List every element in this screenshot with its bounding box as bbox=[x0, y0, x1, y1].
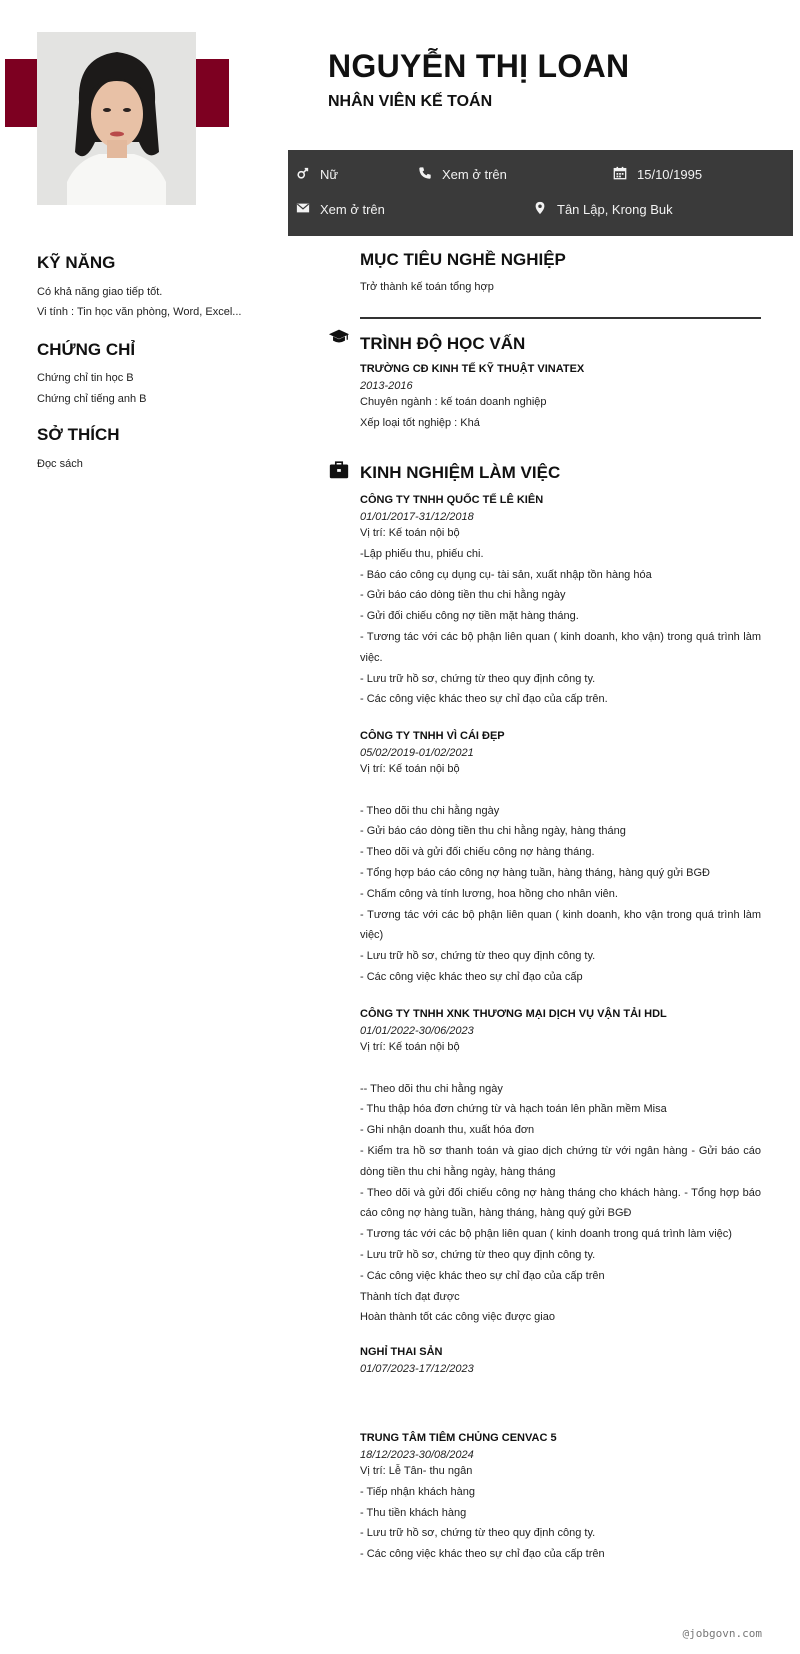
certificate-item: Chứng chỉ tiếng anh B bbox=[37, 393, 147, 405]
job-line: - Theo dõi và gửi đối chiếu công nợ hàng tháng cho khách hàng. - Tổng hợp báo cáo công nợ hàng tuần, hàng tháng, hàng quý gửi BGĐ bbox=[360, 1186, 761, 1220]
job-block bbox=[360, 494, 761, 710]
job-line: - Thu thập hóa đơn chứng từ và hạch toán lên phần mềm Misa bbox=[360, 1103, 667, 1116]
job-block bbox=[360, 1346, 761, 1375]
contact-address: Tân Lập, Krong Buk bbox=[533, 201, 673, 218]
job-line: Vị trí: Lễ Tân- thu ngân bbox=[360, 1465, 473, 1477]
education-block bbox=[360, 363, 761, 434]
job-line: - Tương tác với các bộ phận liên quan ( kinh doanh, kho vận trong quá trình làm việc) bbox=[360, 908, 761, 942]
job-line: Vị trí: Kế toán nội bộ bbox=[360, 527, 460, 539]
job-line: - Gửi báo cáo dòng tiền thu chi hằng ngày bbox=[360, 589, 566, 602]
job-line: Hoàn thành tốt các công việc được giao bbox=[360, 1311, 555, 1324]
education-detail: Chuyên ngành : kế toán doanh nghiệp bbox=[360, 396, 547, 408]
education-period: 2013-2016 bbox=[360, 380, 413, 392]
job-period: 01/01/2017-31/12/2018 bbox=[360, 511, 474, 523]
job-company: CÔNG TY TNHH QUỐC TẾ LÊ KIÊN bbox=[360, 494, 544, 506]
job-line: - Các công việc khác theo sự chỉ đạo của cấp trên. bbox=[360, 693, 608, 706]
job-line: - Các công việc khác theo sự chỉ đạo của cấp trên bbox=[360, 1548, 605, 1561]
contact-info-bar bbox=[288, 150, 793, 236]
job-line: - Báo cáo công cụ dụng cụ- tài sản, xuất nhập tồn hàng hóa bbox=[360, 568, 652, 581]
job-block bbox=[360, 1432, 761, 1565]
skill-item: Có khả năng giao tiếp tốt. bbox=[37, 286, 163, 298]
job-line: - Tương tác với các bộ phận liên quan ( kinh doanh trong quá trình làm việc) bbox=[360, 1228, 732, 1241]
job-line: Vị trí: Kế toán nội bộ bbox=[360, 763, 460, 775]
job-line: - Theo dõi thu chi hằng ngày bbox=[360, 804, 500, 817]
job-line: - Chấm công và tính lương, hoa hồng cho nhân viên. bbox=[360, 887, 618, 900]
job-company: CÔNG TY TNHH XNK THƯƠNG MẠI DỊCH VỤ VẬN TẢI HDL bbox=[360, 1008, 667, 1020]
job-line: - Các công việc khác theo sự chỉ đạo của cấp trên bbox=[360, 1269, 605, 1282]
envelope-icon bbox=[296, 201, 310, 218]
contact-gender: Nữ bbox=[296, 166, 338, 183]
job-line: - Tương tác với các bộ phận liên quan ( kinh doanh, kho vận) trong quá trình làm việc. bbox=[360, 630, 761, 664]
school-name: TRƯỜNG CĐ KINH TẾ KỸ THUẬT VINATEX bbox=[360, 363, 585, 375]
objective-heading: MỤC TIÊU NGHỀ NGHIỆP bbox=[360, 250, 566, 269]
job-line: - Gửi báo cáo dòng tiền thu chi hằng ngày, hàng tháng bbox=[360, 825, 626, 838]
job-block bbox=[360, 730, 761, 988]
candidate-job-title: NHÂN VIÊN KẾ TOÁN bbox=[328, 93, 493, 110]
contact-birthday: 15/10/1995 bbox=[613, 166, 702, 183]
job-line: - Lưu trữ hồ sơ, chứng từ theo quy định công ty. bbox=[360, 1248, 596, 1261]
job-line: - Lưu trữ hồ sơ, chứng từ theo quy định công ty. bbox=[360, 1527, 596, 1540]
phone-icon bbox=[418, 166, 432, 183]
site-watermark: @jobgovn.com bbox=[682, 1627, 762, 1640]
contact-phone: Xem ở trên bbox=[418, 166, 507, 183]
job-period: 01/01/2022-30/06/2023 bbox=[360, 1025, 474, 1037]
job-period: 05/02/2019-01/02/2021 bbox=[360, 747, 474, 759]
education-detail: Xếp loại tốt nghiệp : Khá bbox=[360, 416, 480, 429]
job-line: Thành tích đạt được bbox=[360, 1290, 460, 1303]
map-pin-icon bbox=[533, 201, 547, 218]
job-block bbox=[360, 1008, 761, 1328]
job-line: - Lưu trữ hồ sơ, chứng từ theo quy định công ty. bbox=[360, 950, 596, 963]
education-heading: TRÌNH ĐỘ HỌC VẤN bbox=[360, 334, 526, 353]
gender-icon bbox=[296, 166, 310, 183]
skills-heading: KỸ NĂNG bbox=[37, 253, 116, 272]
profile-photo bbox=[37, 32, 196, 205]
job-company: TRUNG TÂM TIÊM CHỦNG CENVAC 5 bbox=[360, 1432, 557, 1444]
job-line: -- Theo dõi thu chi hằng ngày bbox=[360, 1082, 503, 1095]
certificate-item: Chứng chỉ tin học B bbox=[37, 372, 134, 384]
objective-text: Trở thành kế toán tổng hợp bbox=[360, 281, 494, 293]
candidate-name: NGUYỄN THỊ LOAN bbox=[328, 48, 630, 84]
job-line-blank bbox=[360, 780, 761, 801]
experience-heading: KINH NGHIỆM LÀM VIỆC bbox=[360, 463, 561, 482]
job-line: - Thu tiền khách hàng bbox=[360, 1506, 467, 1519]
job-line-blank bbox=[360, 1058, 761, 1079]
hobby-item: Đọc sách bbox=[37, 458, 83, 470]
job-line: - Các công việc khác theo sự chỉ đạo của cấp bbox=[360, 970, 583, 983]
job-company: NGHỈ THAI SẢN bbox=[360, 1346, 443, 1358]
graduation-cap-icon bbox=[328, 326, 350, 348]
accent-block-right bbox=[196, 59, 229, 127]
hobbies-heading: SỞ THÍCH bbox=[37, 425, 120, 444]
job-line: - Lưu trữ hồ sơ, chứng từ theo quy định công ty. bbox=[360, 672, 596, 685]
job-line: - Kiểm tra hồ sơ thanh toán và giao dịch chứng từ với ngân hàng - Gửi báo cáo dòng tiền thu chi hằng ngày, hàng tháng bbox=[360, 1144, 761, 1178]
certificates-heading: CHỨNG CHỈ bbox=[37, 340, 136, 359]
job-line: - Tổng hợp báo cáo công nợ hàng tuần, hàng tháng, hàng quý gửi BGĐ bbox=[360, 866, 711, 879]
section-divider bbox=[360, 317, 761, 319]
job-line: - Ghi nhận doanh thu, xuất hóa đơn bbox=[360, 1124, 535, 1137]
briefcase-icon bbox=[328, 459, 350, 481]
job-line: -Lập phiếu thu, phiếu chi. bbox=[360, 547, 484, 560]
job-company: CÔNG TY TNHH VÌ CÁI ĐẸP bbox=[360, 730, 505, 742]
contact-email: Xem ở trên bbox=[296, 201, 385, 218]
skill-item: Vi tính : Tin học văn phòng, Word, Excel... bbox=[37, 306, 242, 318]
job-line: - Theo dõi và gửi đối chiếu công nợ hàng tháng. bbox=[360, 846, 595, 859]
job-line: - Tiếp nhận khách hàng bbox=[360, 1485, 475, 1498]
job-line: - Gửi đối chiếu công nợ tiền mặt hàng tháng. bbox=[360, 610, 579, 623]
job-period: 01/07/2023-17/12/2023 bbox=[360, 1363, 474, 1375]
accent-block-left bbox=[5, 59, 37, 127]
job-line: Vị trí: Kế toán nội bộ bbox=[360, 1041, 460, 1053]
calendar-icon bbox=[613, 166, 627, 183]
job-period: 18/12/2023-30/08/2024 bbox=[360, 1449, 474, 1461]
